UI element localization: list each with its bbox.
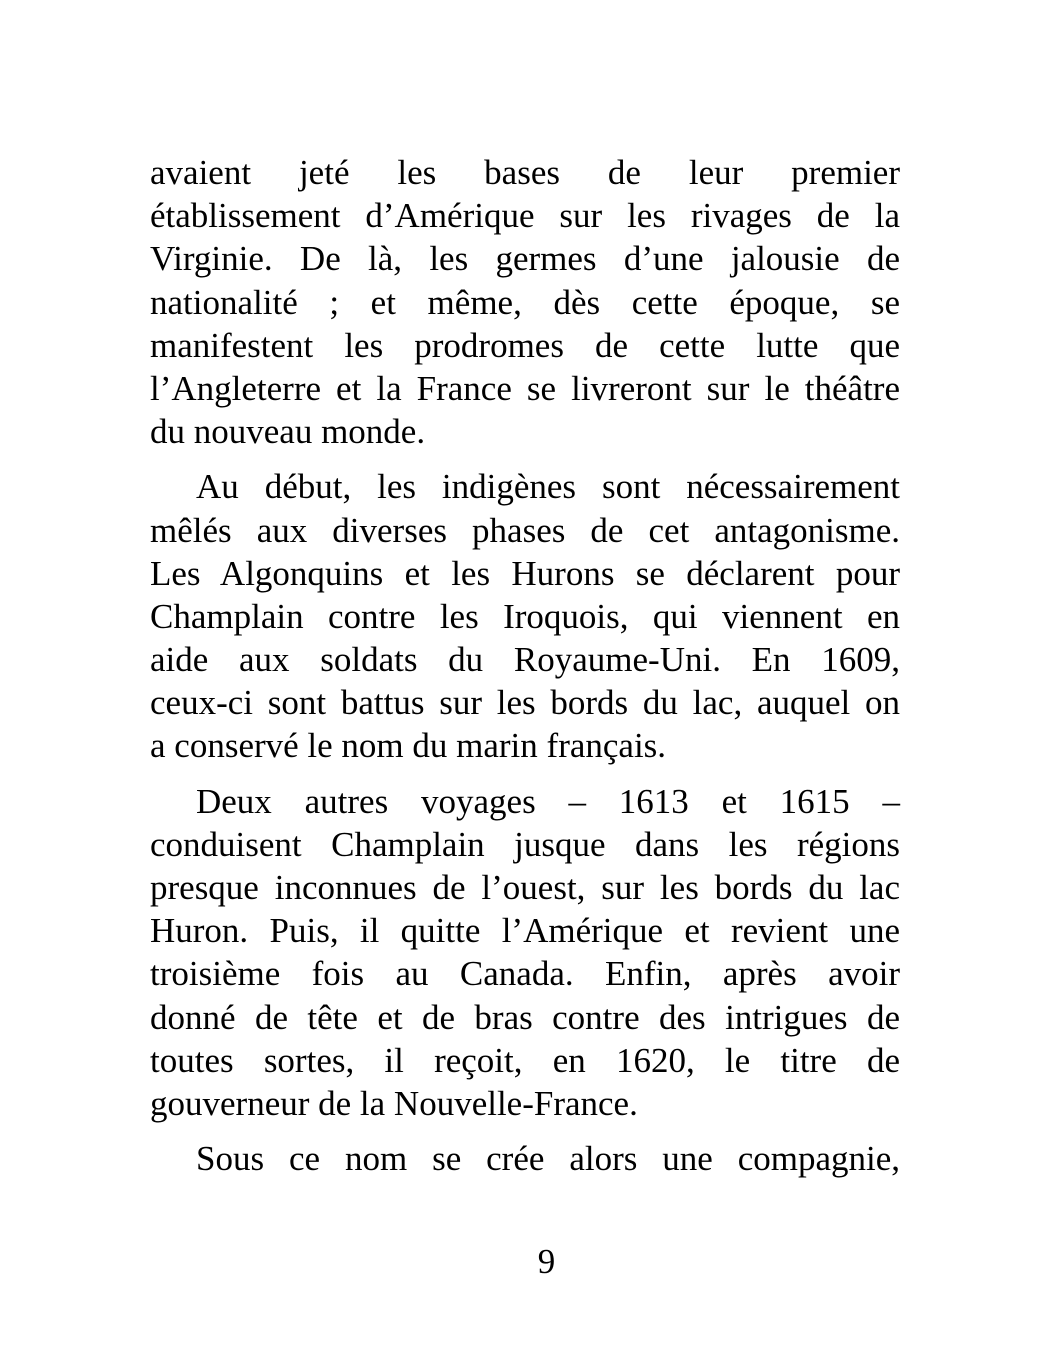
text-line: mêlés aux diverses phases de cet antagonisme. <box>150 510 900 550</box>
paragraph-3 <box>150 780 900 1126</box>
page-number: 9 <box>537 1242 556 1281</box>
text-line: Champlain contre les Iroquois, qui viennent en <box>150 596 900 636</box>
text-line: Virginie. De là, les germes d’une jalousie de <box>150 239 900 279</box>
text-line: gouverneur de la Nouvelle-France. <box>150 1083 638 1123</box>
text-line: l’Angleterre et la France se livreront sur le théâtre <box>150 368 900 408</box>
paragraph-4 <box>150 1137 900 1180</box>
text-line: a conservé le nom du marin français. <box>150 726 667 766</box>
text-line: troisième fois au Canada. Enfin, après avoir <box>150 954 900 994</box>
text-line: toutes sortes, il reçoit, en 1620, le titre de <box>150 1040 900 1080</box>
text-line: Huron. Puis, il quitte l’Amérique et revient une <box>150 911 900 951</box>
text-line: Au début, les indigènes sont nécessairement <box>196 467 900 507</box>
text-line: conduisent Champlain jusque dans les régions <box>150 824 900 864</box>
text-line: avaient jeté les bases de leur premier <box>150 153 900 192</box>
text-line: établissement d’Amérique sur les rivages de la <box>150 196 900 236</box>
text-line: Les Algonquins et les Hurons se déclarent pour <box>150 553 900 593</box>
text-line: nationalité ; et même, dès cette époque, se <box>150 282 900 322</box>
text-line: presque inconnues de l’ouest, sur les bords du lac <box>150 868 900 907</box>
text-line: manifestent les prodromes de cette lutte que <box>150 325 900 365</box>
text-line: Deux autres voyages – 1613 et 1615 – <box>196 781 900 821</box>
text-line: Sous ce nom se crée alors une compagnie, <box>196 1139 900 1179</box>
text-line: ceux-ci sont battus sur les bords du lac, auquel on <box>150 683 900 723</box>
text-line: aide aux soldats du Royaume-Uni. En 1609, <box>150 640 900 680</box>
paragraph-2 <box>150 465 900 767</box>
text-line: du nouveau monde. <box>150 412 426 452</box>
text-line: donné de tête et de bras contre des intrigues de <box>150 997 900 1037</box>
page-body <box>150 151 900 1192</box>
paragraph-1 <box>150 151 900 453</box>
